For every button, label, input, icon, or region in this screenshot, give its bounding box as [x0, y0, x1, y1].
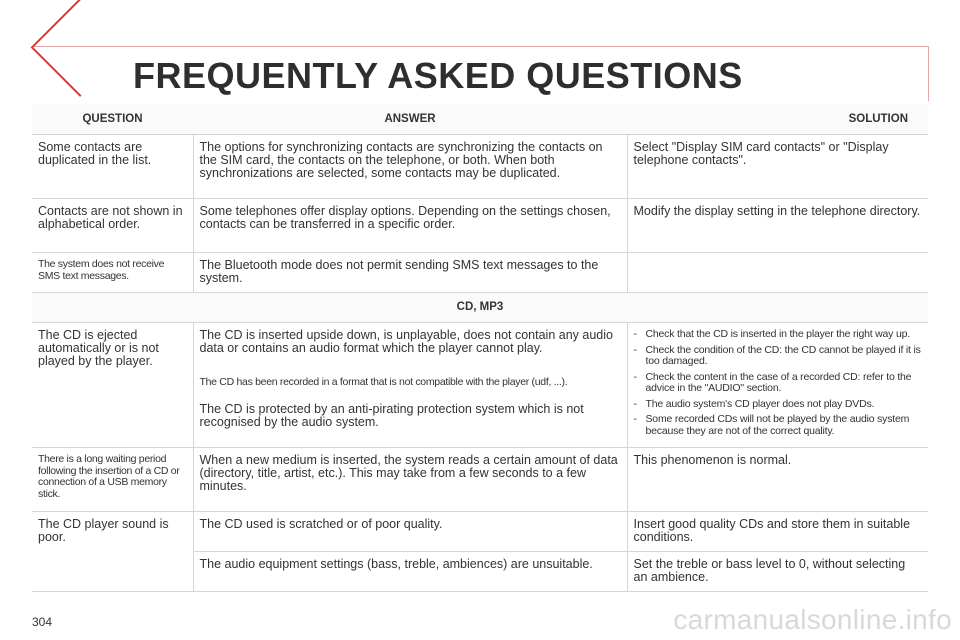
answer-cell: Some telephones offer display options. Depending on the settings chosen, contacts can be transferred in a specific order.	[193, 199, 627, 253]
list-item: - Check that the CD is inserted in the player the right way up.	[634, 329, 923, 341]
answer-cell: The Bluetooth mode does not permit sending SMS text messages to the system.	[193, 253, 627, 293]
column-header-answer: ANSWER	[193, 104, 627, 135]
answer-cell: When a new medium is inserted, the system reads a certain amount of data (directory, title, artist, etc.). This may take from a few seconds to a few minutes.	[193, 448, 627, 512]
faq-table	[32, 104, 928, 592]
watermark: carmanualsonline.info	[673, 604, 952, 635]
answer-cell: The CD used is scratched or of poor quality.	[193, 512, 627, 552]
section-row	[32, 293, 928, 323]
table-row	[32, 135, 928, 199]
table-row	[32, 253, 928, 293]
question-cell: The CD player sound is poor.	[32, 512, 193, 592]
question-cell: Some contacts are duplicated in the list.	[32, 135, 193, 199]
question-cell: The CD is ejected automatically or is not played by the player.	[32, 323, 193, 448]
solution-cell: Set the treble or bass level to 0, without selecting an ambience.	[627, 552, 928, 592]
solution-cell	[627, 253, 928, 293]
solution-cell: This phenomenon is normal.	[627, 448, 928, 512]
question-cell: The system does not receive SMS text messages.	[32, 253, 193, 293]
list-item: - Check the content in the case of a recorded CD: refer to the advice in the "AUDIO" section.	[634, 372, 923, 395]
column-header-question: QUESTION	[32, 104, 193, 135]
solution-list	[634, 329, 923, 437]
answer-cell: The options for synchronizing contacts are synchronizing the contacts on the SIM card, the contacts on the telephone, or both. When both synchronizations are selected, some contacts may be duplicated.	[193, 135, 627, 199]
answer-paragraph: The CD is inserted upside down, is unplayable, does not contain any audio data or contains an audio format which the player cannot play.	[199, 328, 613, 355]
table-row	[32, 323, 928, 448]
column-header-solution: SOLUTION	[627, 104, 928, 135]
solution-cell: Modify the display setting in the telephone directory.	[627, 199, 928, 253]
solution-cell	[627, 323, 928, 448]
table-row	[32, 512, 928, 552]
answer-paragraph: The CD has been recorded in a format that is not compatible with the player (udf, ...).	[199, 376, 568, 388]
question-cell: There is a long waiting period following the insertion of a CD or connection of a USB memory stick.	[32, 448, 193, 512]
solution-cell: Insert good quality CDs and store them in suitable conditions.	[627, 512, 928, 552]
list-item: - The audio system's CD player does not play DVDs.	[634, 399, 923, 411]
table-header-row	[32, 104, 928, 135]
page-number: 304	[32, 615, 53, 629]
header-accent-line	[32, 0, 83, 47]
table-row	[32, 448, 928, 512]
list-item: - Check the condition of the CD: the CD cannot be played if it is too damaged.	[634, 345, 923, 368]
question-cell: Contacts are not shown in alphabetical order.	[32, 199, 193, 253]
list-item: - Some recorded CDs will not be played by the audio system because they are not of the correct quality.	[634, 414, 923, 437]
answer-cell: The audio equipment settings (bass, treble, ambiences) are unsuitable.	[193, 552, 627, 592]
answer-cell	[193, 323, 627, 448]
answer-paragraph: The CD is protected by an anti-pirating protection system which is not recognised by the audio system.	[199, 401, 584, 429]
section-title: CD, MP3	[32, 293, 928, 323]
table-row	[32, 199, 928, 253]
page-title: FREQUENTLY ASKED QUESTIONS	[133, 55, 743, 96]
solution-cell: Select "Display SIM card contacts" or "Display telephone contacts".	[627, 135, 928, 199]
